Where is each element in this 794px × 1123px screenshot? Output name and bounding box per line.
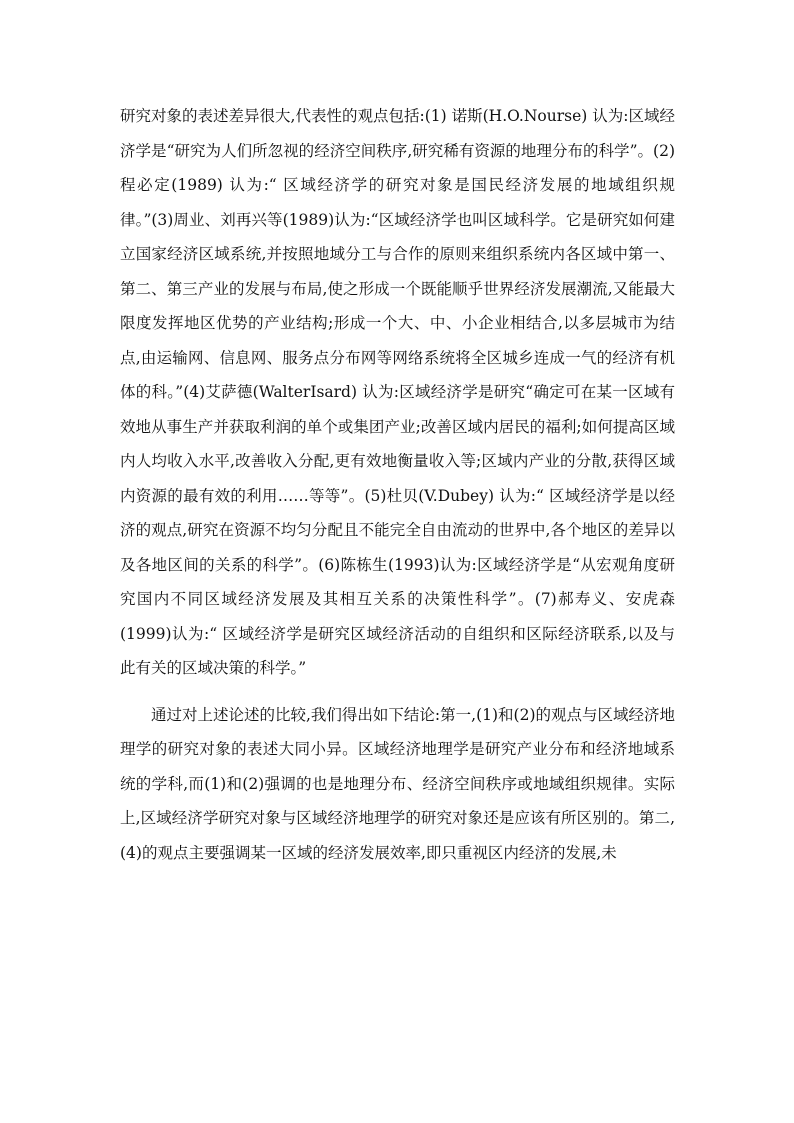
body-paragraph-1: 研究对象的表述差异很大,代表性的观点包括:(1) 诺斯(H.O.Nourse) 认为:区域经济学是“研究为人们所忽视的经济空间秩序,研究稀有资源的地理分布的科学”。(2)程必定(1989) 认为:“ 区域经济学的研究对象是国民经济发展的地域组织规律。”(3)周业、刘再兴等(1989)认为:“区域经济学也叫区域科学。它是研究如何建立国家经济区域系统,并按照地域分工与合作的原则来组织系统内各区域中第一、第二、第三产业的发展与布局,使之形成一个既能顺乎世界经济发展潮流,又能最大限度发挥地区优势的产业结构;形成一个大、中、小企业相结合,以多层城市为结点,由运输网、信息网、服务点分布网等网络系统将全区城乡连成一气的经济有机体的科。”(4)艾萨德(WalterIsard) 认为:区域经济学是研究“确定可在某一区域有效地从事生产并获取利润的单个或集团产业;改善区域内居民的福利;如何提高区域内人均收入水平,改善收入分配,更有效地衡量收入等;区域内产业的分散,获得区域内资源的最有效的利用……等等”。(5)杜贝(V.Dubey) 认为:“ 区域经济学是以经济的观点,研究在资源不均匀分配且不能完全自由流动的世界中,各个地区的差异以及各地区间的关系的科学”。(6)陈栋生(1993)认为:区域经济学是“从宏观角度研究国内不同区域经济发展及其相互关系的决策性科学”。(7)郝寿义、安虎森(1999)认为:“ 区域经济学是研究区域经济活动的自组织和区际经济联系,以及与此有关的区域决策的科学。”	[120, 107, 675, 677]
document-body	[120, 99, 675, 870]
body-paragraph-2: 通过对上述论述的比较,我们得出如下结论:第一,(1)和(2)的观点与区域经济地理学的研究对象的表述大同小异。区域经济地理学是研究产业分布和经济地域系统的学科,而(1)和(2)强调的也是地理分布、经济空间秩序或地域组织规律。实际上,区域经济学研究对象与区域经济地理学的研究对象还是应该有所区别的。第二,(4)的观点主要强调某一区域的经济发展效率,即只重视区内经济的发展,未	[120, 705, 675, 862]
